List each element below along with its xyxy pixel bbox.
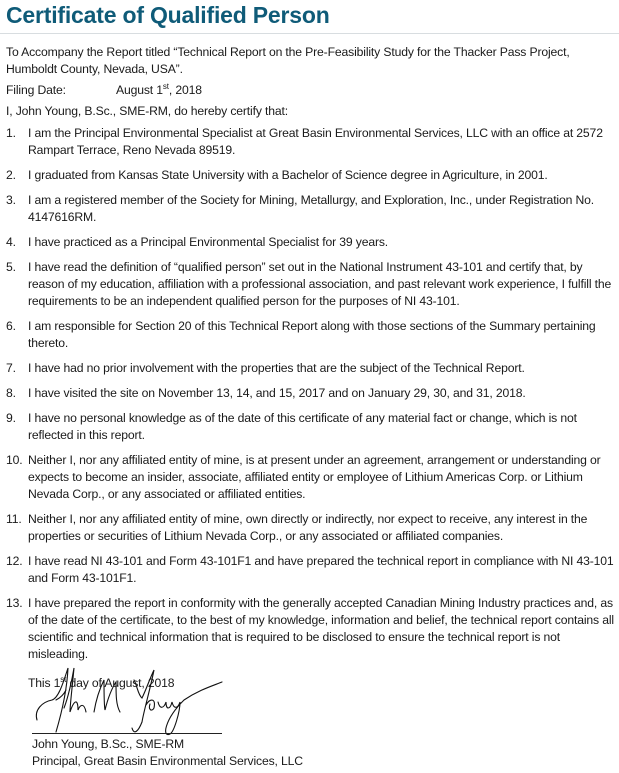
item-text: I have visited the site on November 13, 14, and 15, 2017 and on January 29, 30, and 31, 2018. xyxy=(28,386,526,400)
signature-line xyxy=(32,733,222,734)
certification-item xyxy=(6,511,616,545)
certification-item xyxy=(6,452,616,503)
item-number: 8. xyxy=(6,386,16,400)
intro-text: To Accompany the Report titled “Technical Report on the Pre-Feasibility Study for the Thacker Pass Project, Humboldt County, Nevada, USA”. xyxy=(6,45,570,76)
signatory-name: John Young, B.Sc., SME-RM xyxy=(32,737,185,751)
filing-date-sup: st xyxy=(162,81,169,91)
filing-date xyxy=(6,82,616,99)
filing-date-value: August 1 xyxy=(116,83,163,97)
signatory-position: Principal, Great Basin Environmental Services, LLC xyxy=(32,754,303,768)
handwritten-signature xyxy=(34,660,234,740)
item-text: I graduated from Kansas State University with a Bachelor of Science degree in Agriculture, in 2001. xyxy=(28,168,548,182)
item-text: I am a registered member of the Society for Mining, Metallurgy, and Exploration, Inc., under Registration No. 4147616RM. xyxy=(28,193,594,224)
item-number: 2. xyxy=(6,168,16,182)
item-text: I am the Principal Environmental Specialist at Great Basin Environmental Services, LLC with an office at 2572 Rampart Terrace, Reno Nevada 89519. xyxy=(28,126,603,157)
item-text: Neither I, nor any affiliated entity of mine, is at present under an agreement, arrangement or understanding or expects to become an insider, associate, affiliated entity or employee of Lithium Americas Corp. or Lithium Nevada Corp., or any associated or affiliated entities. xyxy=(28,453,601,501)
closing-pre: This 1 xyxy=(28,676,61,690)
certification-item xyxy=(6,318,616,352)
item-text: Neither I, nor any affiliated entity of mine, own directly or indirectly, nor expect to receive, any interest in the properties or securities of Lithium Nevada Corp., or any associated or affiliated companies. xyxy=(28,512,588,543)
item-number: 5. xyxy=(6,260,16,274)
certification-item xyxy=(6,234,616,251)
item-number: 7. xyxy=(6,361,16,375)
item-text: I am responsible for Section 20 of this Technical Report along with those sections of the Summary pertaining thereto. xyxy=(28,319,596,350)
item-text: I have prepared the report in conformity with the generally accepted Canadian Mining Industry practices and, as of the date of the certificate, to the best of my knowledge, information and belief, the technical report contains all scientific and technical information that is required to be disclosed to ensure the technical report is not misleading. xyxy=(28,596,614,661)
certificate-body xyxy=(6,44,616,696)
certification-item xyxy=(6,553,616,587)
item-text: I have practiced as a Principal Environmental Specialist for 39 years. xyxy=(28,235,389,249)
title-divider xyxy=(0,33,619,34)
certification-item xyxy=(6,595,616,663)
certification-item xyxy=(6,167,616,184)
signatory-block xyxy=(32,736,303,770)
certification-item xyxy=(6,192,616,226)
page-title: Certificate of Qualified Person xyxy=(6,2,330,28)
certification-item xyxy=(6,410,616,444)
item-number: 10. xyxy=(6,453,23,467)
item-number: 11. xyxy=(6,512,22,526)
certification-list xyxy=(6,125,616,663)
item-number: 12. xyxy=(6,554,23,568)
closing-post: day of August, 2018 xyxy=(66,676,175,690)
item-number: 6. xyxy=(6,319,16,333)
item-text: I have had no prior involvement with the properties that are the subject of the Technical Report. xyxy=(28,361,525,375)
item-number: 1. xyxy=(6,126,16,140)
item-text: I have read the definition of “qualified person” set out in the National Instrument 43-101 and certify that, by reason of my education, affiliation with a professional association, and past relevant work experience, I fulfill the requirements to be an independent qualified person for the purposes of NI 43-101. xyxy=(28,260,612,308)
item-text: I have read NI 43-101 and Form 43-101F1 and have prepared the technical report in compliance with NI 43-101 and Form 43-101F1. xyxy=(28,554,614,585)
filing-date-year: , 2018 xyxy=(168,83,202,97)
item-text: I have no personal knowledge as of the date of this certificate of any material fact or change, which is not reflected in this report. xyxy=(28,411,577,442)
filing-date-label: Filing Date: xyxy=(6,83,66,97)
item-number: 4. xyxy=(6,235,16,249)
certification-item xyxy=(6,259,616,310)
item-number: 3. xyxy=(6,193,16,207)
item-number: 9. xyxy=(6,411,16,425)
certify-statement: I, John Young, B.Sc., SME-RM, do hereby certify that: xyxy=(6,104,288,118)
certification-item xyxy=(6,125,616,159)
certification-item xyxy=(6,385,616,402)
closing-sup: st xyxy=(60,674,67,684)
certification-item xyxy=(6,360,616,377)
item-number: 13. xyxy=(6,596,23,610)
